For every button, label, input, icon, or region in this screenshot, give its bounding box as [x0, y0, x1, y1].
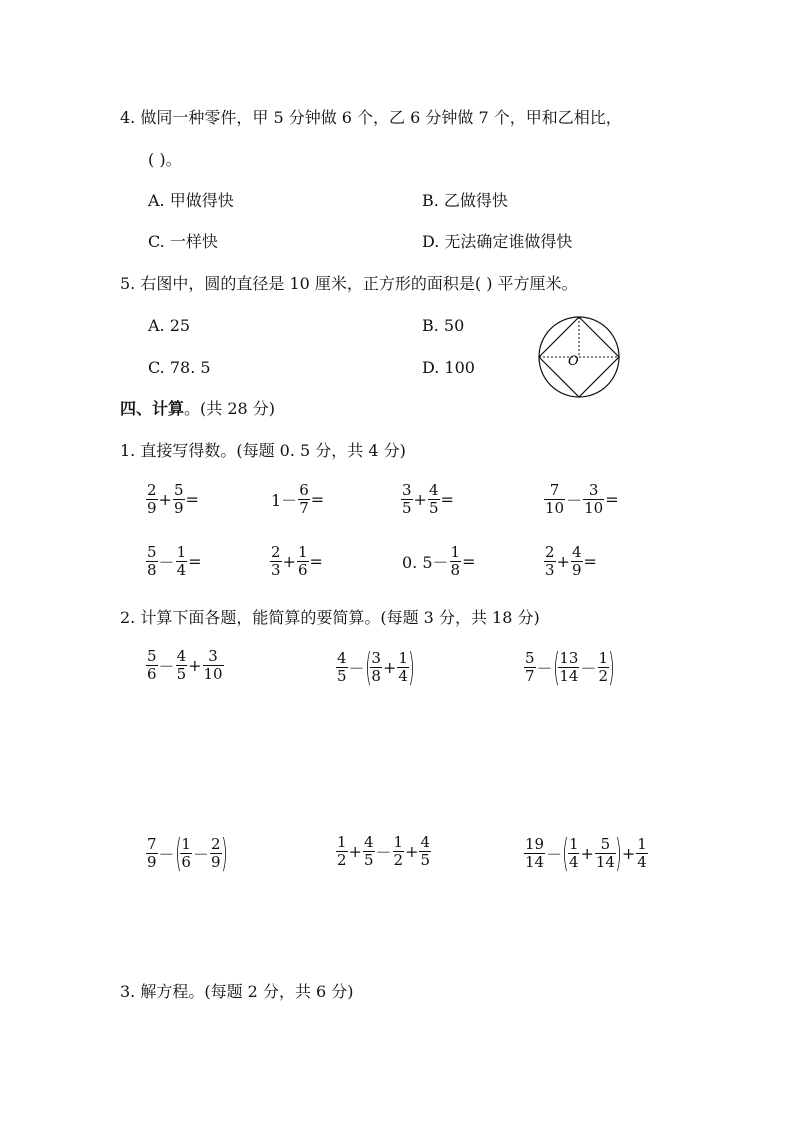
operator: －	[158, 657, 175, 676]
q5-option-d: D. 100	[422, 358, 475, 377]
denominator: 2	[393, 851, 404, 869]
numerator: 1	[393, 833, 404, 851]
fraction	[583, 482, 604, 517]
operator: －	[546, 844, 563, 864]
fraction	[595, 836, 616, 871]
fraction	[146, 836, 158, 871]
fraction	[298, 482, 310, 517]
figure-center-label: O	[568, 354, 579, 369]
denominator: 9	[147, 852, 157, 871]
denominator: 5	[337, 666, 347, 685]
numerator: 3	[402, 481, 412, 499]
calc-problem-4	[146, 831, 228, 875]
numerator: 4	[176, 647, 187, 665]
section-4-title: 四、计算	[120, 399, 185, 418]
denominator: 14	[595, 852, 615, 871]
fraction	[450, 544, 462, 579]
denominator: 10	[203, 665, 223, 683]
fraction	[393, 834, 405, 869]
fraction	[297, 544, 309, 579]
denominator: 3	[545, 561, 555, 579]
numerator: 1	[637, 834, 647, 853]
oral-calc-7	[401, 544, 477, 579]
denominator: 4	[568, 852, 579, 871]
operator: +	[413, 490, 427, 509]
operator: +	[158, 490, 172, 509]
operator: =	[462, 552, 476, 571]
fraction	[146, 648, 158, 683]
numerator: 7	[544, 482, 565, 500]
operator: =	[309, 552, 323, 571]
operator: －	[348, 658, 365, 678]
bracket: (	[552, 645, 560, 689]
numerator: 3	[203, 648, 224, 666]
calc-problem-6	[524, 831, 648, 875]
numerator: 1	[297, 543, 308, 561]
denominator: 8	[371, 666, 381, 685]
denominator: 6	[297, 561, 308, 579]
denominator: 5	[363, 851, 374, 869]
operator: =	[188, 552, 202, 571]
numerator: 3	[583, 482, 604, 500]
denominator: 5	[420, 851, 431, 869]
fraction	[203, 648, 224, 683]
q4-option-a: A. 甲做得快	[148, 191, 234, 210]
calc-problem-2	[336, 645, 415, 689]
fraction	[336, 650, 348, 685]
denominator: 4	[398, 666, 408, 685]
fraction	[524, 836, 545, 871]
operator: +	[188, 656, 202, 675]
fraction	[210, 836, 222, 871]
oral-calc-2	[270, 482, 325, 517]
numerator: 5	[525, 648, 535, 667]
operator: +	[556, 552, 570, 571]
q4-answer-blank: ( )。	[148, 150, 182, 169]
numerator: 1	[398, 648, 408, 667]
denominator: 2	[337, 851, 347, 869]
operator: －	[158, 553, 175, 572]
q5-stem: 5. 右图中，圆的直径是 10 厘米，正方形的面积是( ) 平方厘米。	[120, 274, 578, 293]
numerator: 5	[595, 836, 616, 854]
numerator: 5	[147, 543, 157, 561]
operator: －	[375, 843, 392, 862]
q5-option-a: A. 25	[148, 316, 191, 335]
numerator: 1	[176, 543, 187, 561]
numerator: 2	[210, 834, 221, 853]
numerator: 4	[337, 648, 347, 667]
numerator: 1	[337, 833, 347, 851]
operator: －	[580, 658, 597, 678]
operator: +	[282, 552, 296, 571]
denominator: 9	[173, 499, 184, 517]
numerator: 4	[571, 543, 582, 561]
fraction	[419, 834, 431, 869]
fraction	[176, 648, 188, 683]
operator: =	[583, 552, 597, 571]
oral-calc-1	[146, 482, 200, 517]
numerator: 1	[568, 834, 579, 853]
denominator: 5	[428, 499, 439, 517]
denominator: 7	[525, 666, 535, 685]
operator: =	[605, 490, 619, 509]
fraction	[568, 836, 580, 871]
denominator: 7	[299, 499, 309, 517]
fraction	[524, 650, 536, 685]
bracket: (	[364, 645, 372, 689]
denominator: 5	[176, 665, 187, 683]
q4-stem: 4. 做同一种零件，甲 5 分钟做 6 个，乙 6 分钟做 7 个，甲和乙相比，	[120, 108, 622, 127]
fraction	[336, 834, 348, 869]
numerator: 19	[525, 834, 545, 853]
operator: －	[566, 491, 583, 510]
operator: +	[348, 842, 362, 861]
fraction	[176, 544, 188, 579]
operator: －	[158, 844, 175, 864]
operator: +	[621, 843, 636, 863]
operator: =	[440, 490, 454, 509]
denominator: 14	[525, 852, 545, 871]
fraction	[363, 834, 375, 869]
q4-option-c: C. 一样快	[148, 232, 218, 251]
oral-calc-5	[146, 544, 203, 579]
fraction	[270, 544, 282, 579]
q5-option-b: B. 50	[422, 316, 465, 335]
operator: +	[405, 842, 419, 861]
numerator: 4	[363, 833, 374, 851]
section-4-heading	[120, 399, 275, 419]
calc-problem-3	[524, 645, 615, 689]
fraction	[636, 836, 648, 871]
operator: =	[310, 490, 325, 509]
fraction	[401, 482, 413, 517]
fraction	[146, 482, 158, 517]
s4q1-title: 1. 直接写得数。(每题 0. 5 分，共 4 分)	[120, 441, 406, 460]
s4q3-title: 3. 解方程。(每题 2 分，共 6 分)	[120, 982, 354, 1001]
fraction	[180, 836, 192, 871]
denominator: 14	[559, 666, 579, 685]
fraction	[428, 482, 440, 517]
denominator: 10	[584, 499, 604, 517]
operator: +	[580, 843, 594, 863]
q4-option-d: D. 无法确定谁做得快	[422, 232, 573, 251]
numerator: 4	[420, 833, 431, 851]
numerator: 7	[147, 834, 157, 853]
numerator: 1	[598, 648, 609, 667]
bracket: )	[608, 645, 615, 689]
fraction	[558, 650, 579, 685]
denominator: 5	[402, 499, 412, 517]
fraction	[544, 482, 565, 517]
operator: 0. 5－	[402, 553, 449, 572]
numerator: 2	[271, 543, 281, 561]
bracket: (	[562, 831, 569, 875]
bracket: )	[615, 831, 622, 875]
denominator: 9	[210, 852, 221, 871]
numerator: 13	[559, 648, 579, 667]
operator: =	[185, 490, 199, 509]
numerator: 1	[181, 834, 191, 853]
numerator: 5	[173, 481, 184, 499]
denominator: 6	[147, 665, 157, 683]
fraction	[146, 544, 158, 579]
operator: +	[382, 657, 397, 677]
denominator: 10	[545, 499, 565, 517]
bracket: )	[407, 645, 415, 689]
circle-square-figure	[536, 314, 622, 400]
numerator: 6	[299, 481, 309, 499]
denominator: 3	[271, 561, 281, 579]
numerator: 4	[428, 481, 439, 499]
numerator: 5	[147, 647, 157, 665]
denominator: 9	[147, 499, 157, 517]
operator: 1－	[271, 491, 298, 510]
bracket: (	[174, 831, 182, 875]
oral-calc-8	[544, 544, 598, 579]
oral-calc-3	[401, 482, 455, 517]
denominator: 8	[450, 561, 461, 579]
q4-option-b: B. 乙做得快	[422, 191, 508, 210]
denominator: 4	[176, 561, 187, 579]
numerator: 1	[450, 543, 461, 561]
numerator: 2	[147, 481, 157, 499]
denominator: 8	[147, 561, 157, 579]
denominator: 6	[181, 852, 191, 871]
operator: －	[192, 844, 209, 864]
fraction	[370, 650, 382, 685]
s4q2-title: 2. 计算下面各题，能简算的要简算。(每题 3 分，共 18 分)	[120, 608, 540, 627]
denominator: 9	[571, 561, 582, 579]
oral-calc-4	[544, 482, 620, 517]
denominator: 2	[598, 666, 609, 685]
calc-problem-5	[336, 834, 431, 869]
section-4-points: 。(共 28 分)	[184, 399, 276, 418]
numerator: 3	[371, 648, 381, 667]
denominator: 4	[637, 852, 647, 871]
fraction	[544, 544, 556, 579]
fraction	[571, 544, 583, 579]
oral-calc-6	[270, 544, 324, 579]
q5-option-c: C. 78. 5	[148, 358, 211, 377]
bracket: )	[220, 831, 228, 875]
operator: －	[536, 658, 553, 678]
fraction	[173, 482, 185, 517]
numerator: 2	[545, 543, 555, 561]
calc-problem-1	[146, 648, 224, 683]
